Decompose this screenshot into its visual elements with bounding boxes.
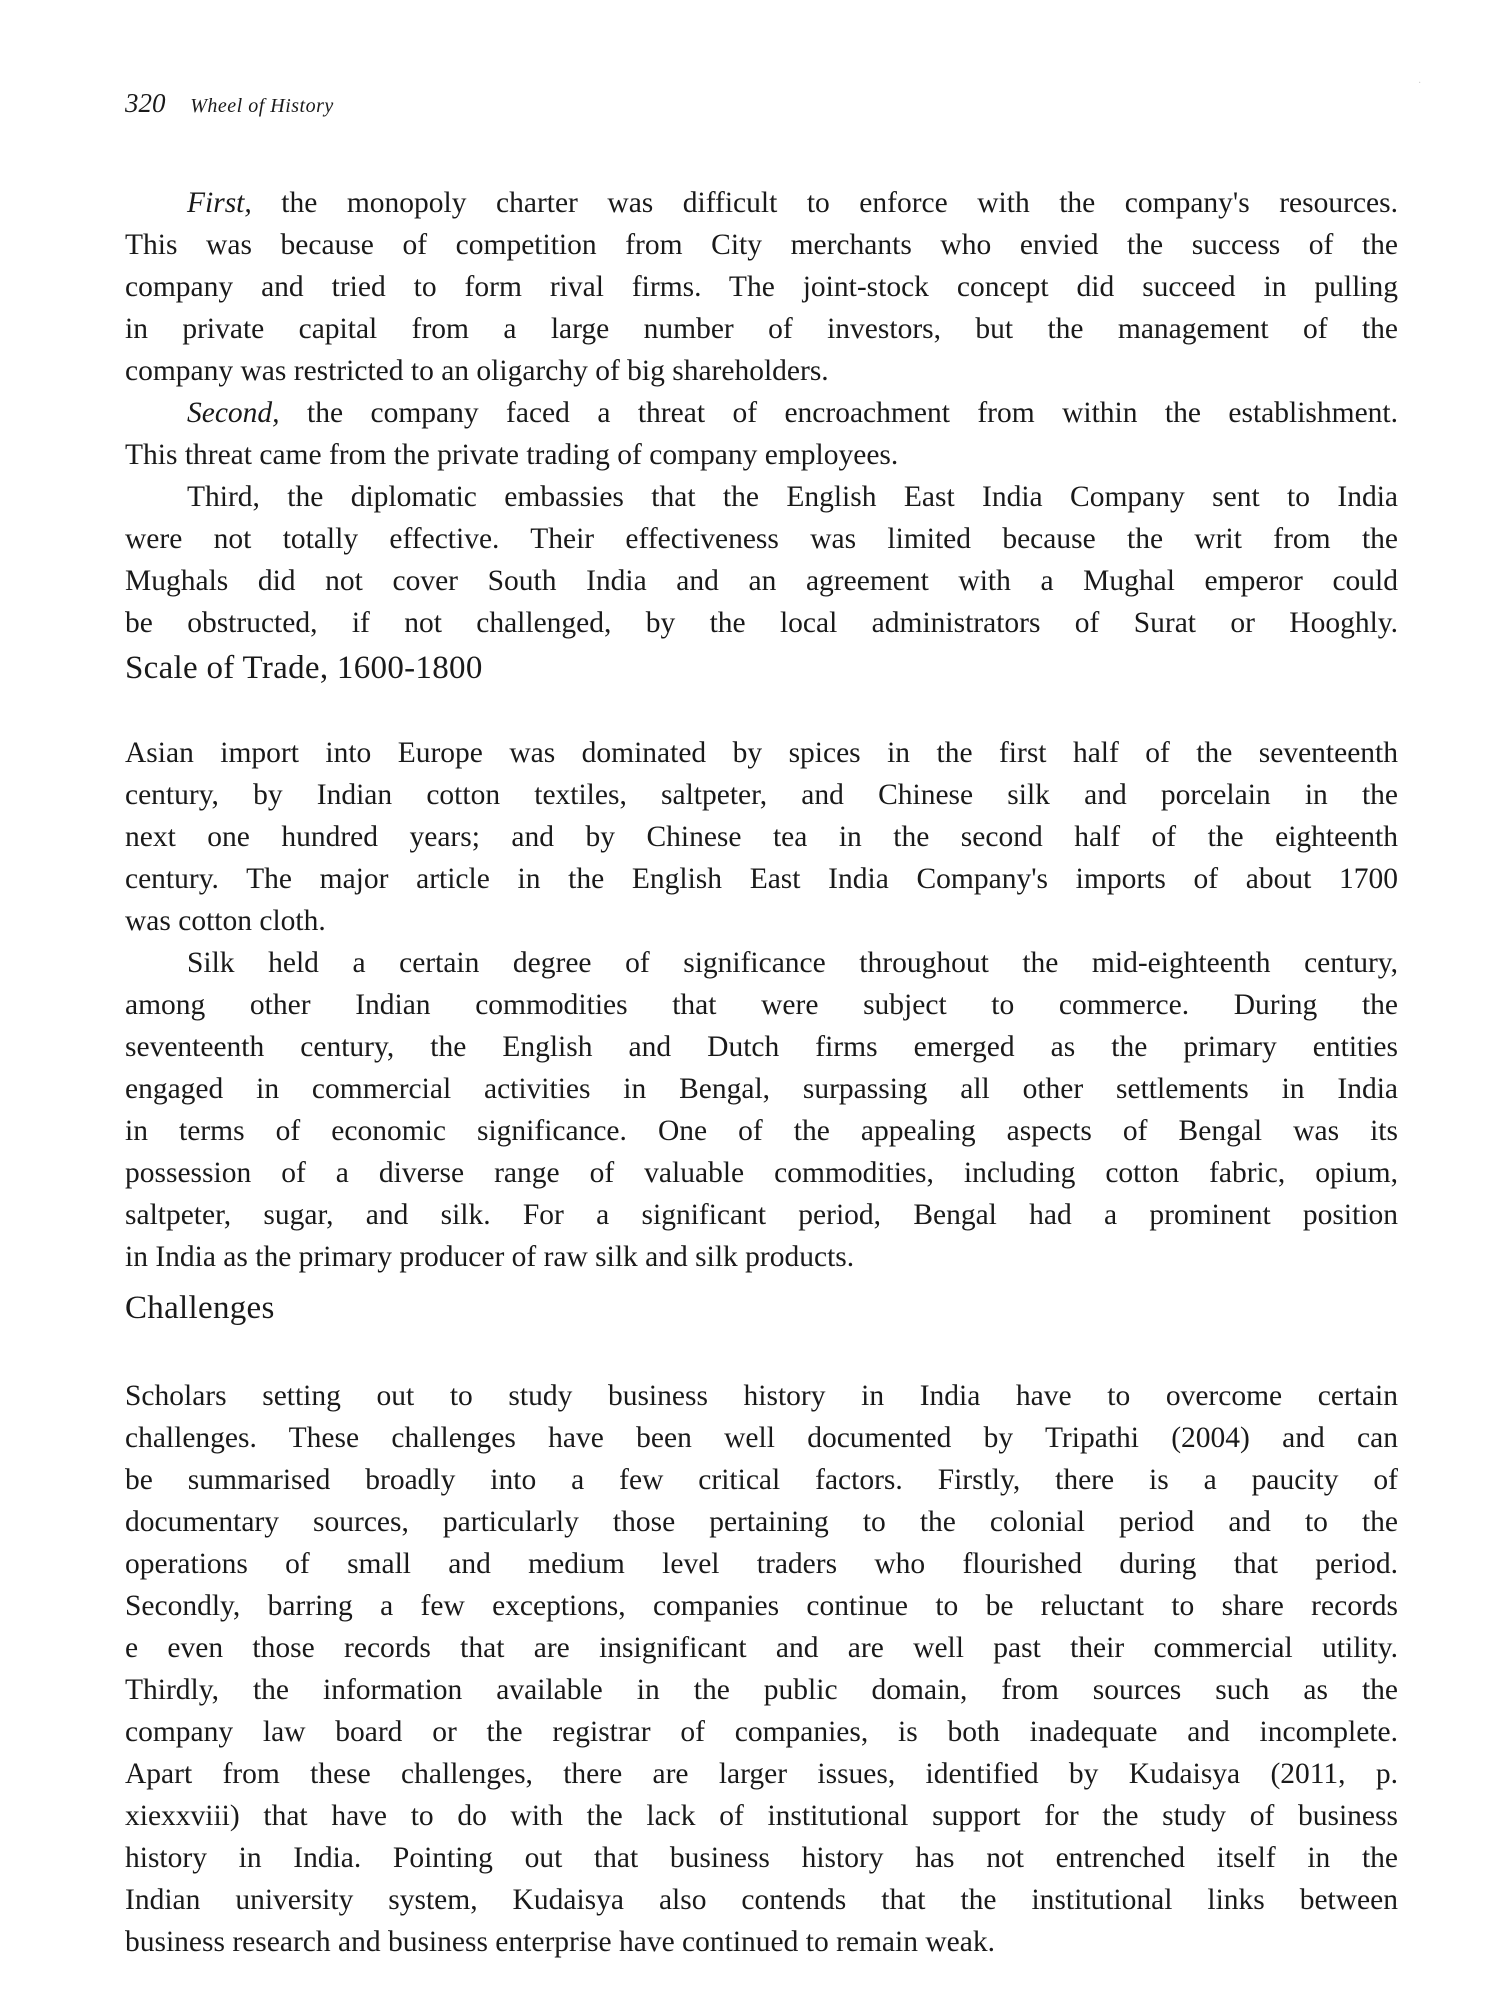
text-line: in terms of economic significance. One of the appealing aspects of Bengal was its bbox=[125, 1115, 1398, 1147]
text-line: Scholars setting out to study business history in India have to overcome certain bbox=[125, 1380, 1398, 1412]
text-line: xiexxviii) that have to do with the lack of institutional support for the study of business bbox=[125, 1800, 1398, 1832]
text-line: company law board or the registrar of companies, is both inadequate and incomplete. bbox=[125, 1716, 1398, 1748]
paragraph bbox=[125, 1375, 1398, 1963]
paragraph-third bbox=[125, 476, 1398, 644]
text-line: seventeenth century, the English and Dutch firms emerged as the primary entities bbox=[125, 1031, 1398, 1063]
section-challenges bbox=[125, 1375, 1398, 1963]
running-title: Wheel of History bbox=[190, 95, 334, 117]
text-line: Third, the diplomatic embassies that the English East India Company sent to India bbox=[187, 481, 1398, 513]
text-line: history in India. Pointing out that business history has not entrenched itself in the bbox=[125, 1842, 1398, 1874]
text-line: documentary sources, particularly those pertaining to the colonial period and to the bbox=[125, 1506, 1398, 1538]
text-line: Second, the company faced a threat of encroachment from within the establishment. bbox=[187, 397, 1398, 429]
text-line: operations of small and medium level traders who flourished during that period. bbox=[125, 1548, 1398, 1580]
text-line: Secondly, barring a few exceptions, companies continue to be reluctant to share records bbox=[125, 1590, 1398, 1622]
paragraph-second bbox=[125, 392, 1398, 476]
text-line: was cotton cloth. bbox=[125, 905, 326, 937]
text-line: be obstructed, if not challenged, by the local administrators of Surat or Hooghly. bbox=[125, 607, 1398, 639]
text-line: among other Indian commodities that were subject to commerce. During the bbox=[125, 989, 1398, 1021]
text-line: e even those records that are insignificant and are well past their commercial utility. bbox=[125, 1632, 1398, 1664]
text-line: First, the monopoly charter was difficult to enforce with the company's resources. bbox=[187, 187, 1398, 219]
text-line: Asian import into Europe was dominated by spices in the first half of the seventeenth bbox=[125, 737, 1398, 769]
text-line: century. The major article in the English East India Company's imports of about 1700 bbox=[125, 863, 1398, 895]
text-line: This was because of competition from City merchants who envied the success of the bbox=[125, 229, 1398, 261]
text-line: challenges. These challenges have been well documented by Tripathi (2004) and can bbox=[125, 1422, 1398, 1454]
text-line: be summarised broadly into a few critical factors. Firstly, there is a paucity of bbox=[125, 1464, 1398, 1496]
running-header bbox=[125, 88, 334, 119]
section-scale-of-trade bbox=[125, 732, 1398, 1278]
paragraph bbox=[125, 732, 1398, 942]
text-line: Silk held a certain degree of significance throughout the mid-eighteenth century, bbox=[187, 947, 1398, 979]
text-line: in India as the primary producer of raw silk and silk products. bbox=[125, 1241, 855, 1273]
section-intro bbox=[125, 182, 1398, 644]
text-line: business research and business enterprise have continued to remain weak. bbox=[125, 1926, 995, 1958]
text-line: company and tried to form rival firms. The joint-stock concept did succeed in pulling bbox=[125, 271, 1398, 303]
text-line: engaged in commercial activities in Bengal, surpassing all other settlements in India bbox=[125, 1073, 1398, 1105]
paragraph bbox=[125, 942, 1398, 1278]
text-line: possession of a diverse range of valuable commodities, including cotton fabric, opium, bbox=[125, 1157, 1398, 1189]
text-line: company was restricted to an oligarchy of big shareholders. bbox=[125, 355, 829, 387]
scan-speck: · bbox=[1418, 78, 1422, 89]
text-line: Thirdly, the information available in the public domain, from sources such as the bbox=[125, 1674, 1398, 1706]
text-line: in private capital from a large number of investors, but the management of the bbox=[125, 313, 1398, 345]
section-heading-challenges: Challenges bbox=[125, 1290, 275, 1326]
text-line: Apart from these challenges, there are larger issues, identified by Kudaisya (2011, p. bbox=[125, 1758, 1398, 1790]
lead-italic: Second, bbox=[187, 397, 280, 429]
text-line: next one hundred years; and by Chinese tea in the second half of the eighteenth bbox=[125, 821, 1398, 853]
lead-italic: First, bbox=[187, 187, 252, 219]
text-line: were not totally effective. Their effectiveness was limited because the writ from the bbox=[125, 523, 1398, 555]
text-line: Mughals did not cover South India and an agreement with a Mughal emperor could bbox=[125, 565, 1398, 597]
page-number: 320 bbox=[125, 88, 166, 118]
paragraph-first bbox=[125, 182, 1398, 392]
text-line: This threat came from the private trading of company employees. bbox=[125, 439, 899, 471]
text-line: Indian university system, Kudaisya also contends that the institutional links between bbox=[125, 1884, 1398, 1916]
section-heading-scale-of-trade: Scale of Trade, 1600-1800 bbox=[125, 650, 483, 686]
text-line: century, by Indian cotton textiles, saltpeter, and Chinese silk and porcelain in the bbox=[125, 779, 1398, 811]
text-line: saltpeter, sugar, and silk. For a significant period, Bengal had a prominent position bbox=[125, 1199, 1398, 1231]
